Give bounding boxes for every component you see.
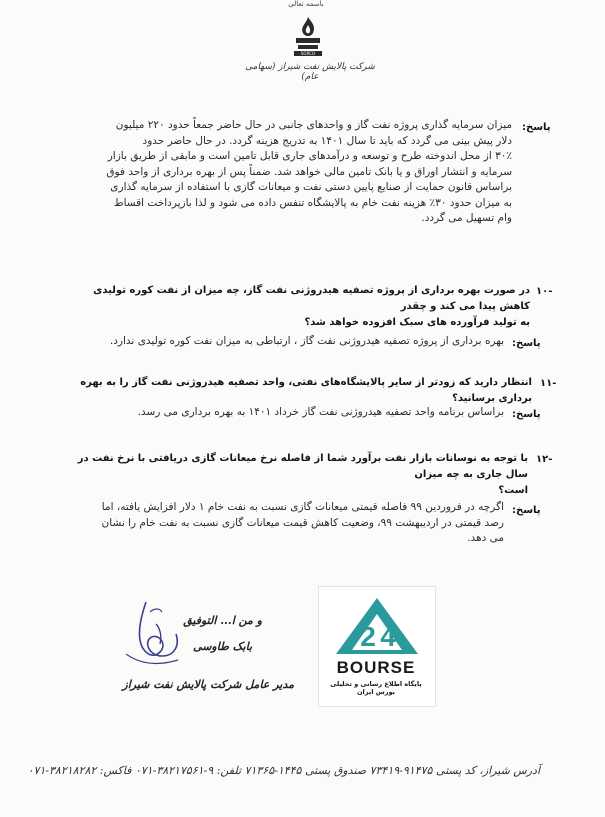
- bourse-24-logo-icon: [332, 594, 422, 658]
- question-number: ۱۰-: [536, 286, 553, 297]
- question-12: [60, 451, 528, 499]
- answer-label: پاسخ:: [512, 338, 541, 349]
- company-title: شرکت پالایش نفت شیراز (سهامی عام): [245, 62, 375, 82]
- svg-text:4: 4: [380, 621, 396, 652]
- footer-address: آدرس شیراز، کد پستی ۹۱۴۷۵-۷۳۴۱۹ صندوق پستی ۱۴۴۵-۷۱۳۶۵ تلفن: ۹-۳۸۲۱۷۵۶۱-۰۷۱ فاکس: ۳۸۲۱۸۲۸۲-۰۷۱: [27, 764, 540, 777]
- answer-line: دلار پیش بینی می گردد که باید تا سال ۱۴۰۱ به تدریج هزینه گردد. در حال حاضر حدود: [142, 134, 512, 147]
- question-10: [60, 283, 530, 331]
- bourse-subtitle: پایگاه اطلاع رسانی و تحلیلی بورس ایران: [330, 680, 422, 696]
- answer-label: پاسخ:: [512, 505, 541, 516]
- answer-12: [90, 500, 504, 547]
- signatory-title: مدیر عامل شرکت پالایش نفت شیراز: [122, 678, 294, 691]
- answer-line: سرمایه و انتشار اوراق و یا بانک تامین مالی خواهد شد. ضمناً پس از بهره برداری از واحد فوق: [106, 165, 512, 178]
- answer-label: پاسخ:: [512, 409, 541, 420]
- answer-paragraph-1: [90, 118, 512, 227]
- answer-line: می دهد.: [467, 532, 504, 544]
- answer-line: وام تسهیل می گردد.: [421, 212, 512, 224]
- question-line: است؟: [498, 485, 528, 496]
- bourse-wordmark: BOURSE: [336, 658, 416, 677]
- svg-text:SORCO: SORCO: [300, 51, 316, 56]
- answer-line: اگرچه در فروردین ۹۹ فاصله قیمتی میعانات گازی نسبت به نفت خام ۱ دلار افزایش یافته، اما: [101, 501, 504, 513]
- question-line: در صورت بهره برداری از پروژه تصفیه هیدروژنی نفت گاز، چه میزان از نفت کوره تولیدی کاهش پیدا می کند و چقدر: [93, 285, 530, 312]
- answer-line: میزان سرمایه گذاری پروژه نفت گاز و واحدهای جانبی در حال حاضر جمعاً حدود ۲۲۰ میلیون: [115, 119, 512, 131]
- closing-phrase: و من ا... التوفیق: [183, 614, 262, 627]
- question-number: ۱۲-: [536, 454, 553, 465]
- answer-line: براساس قانون حمایت از صنایع پایین دستی نفت و میعانات گازی با استفاده از سرمایه گذاری: [110, 181, 512, 193]
- answer-11: براساس برنامه واحد تصفیه هیدروژنی نفت گاز خرداد ۱۴۰۱ به بهره برداری می رسد.: [137, 406, 504, 418]
- handwritten-signature-icon: [116, 594, 206, 674]
- answer-line: رصد قیمتی در اردیبهشت ۹۹، وضعیت کاهش قیمت میعانات گازی نسبت به نفت خام را نشان: [101, 516, 504, 529]
- answer-label: پاسخ:: [522, 122, 551, 133]
- basmala: باسمه تعالی: [288, 0, 324, 8]
- question-number: ۱۱-: [540, 378, 557, 389]
- answer-10: بهره برداری از پروژه تصفیه هیدروژنی نفت گاز ، ارتباطی به میزان نفت کوره تولیدی ندارد.: [109, 335, 504, 347]
- question-line: با توجه به نوسانات بازار نفت برآورد شما از فاصله نرخ میعانات گازی دریافتی با نرخ نفت در سال جاری به چه میزان: [77, 453, 528, 480]
- answer-line: به میزان حدود ۳۰٪ هزینه نفت خام به پالایشگاه تنفس داده می شود و لذا بازپرداخت اقساط: [113, 196, 512, 209]
- question-line: به تولید فرآورده های سبک افزوده خواهد شد؟: [304, 317, 530, 328]
- svg-text:2: 2: [360, 621, 376, 652]
- question-line: انتظار دارید که زودتر از سایر پالایشگاه‌های نفتی، واحد تصفیه هیدروژنی نفت گاز را به بهره برداری برسانید؟: [80, 377, 532, 404]
- answer-line: ۳۰٪ از محل اندوخته طرح و توسعه و درآمدهای جاری قابل تامین است و مابقی از طریق بازار: [107, 150, 512, 162]
- refinery-flame-logo-icon: [286, 14, 330, 58]
- signatory-name: بابک طاوسی: [193, 640, 252, 653]
- question-11: [60, 375, 532, 407]
